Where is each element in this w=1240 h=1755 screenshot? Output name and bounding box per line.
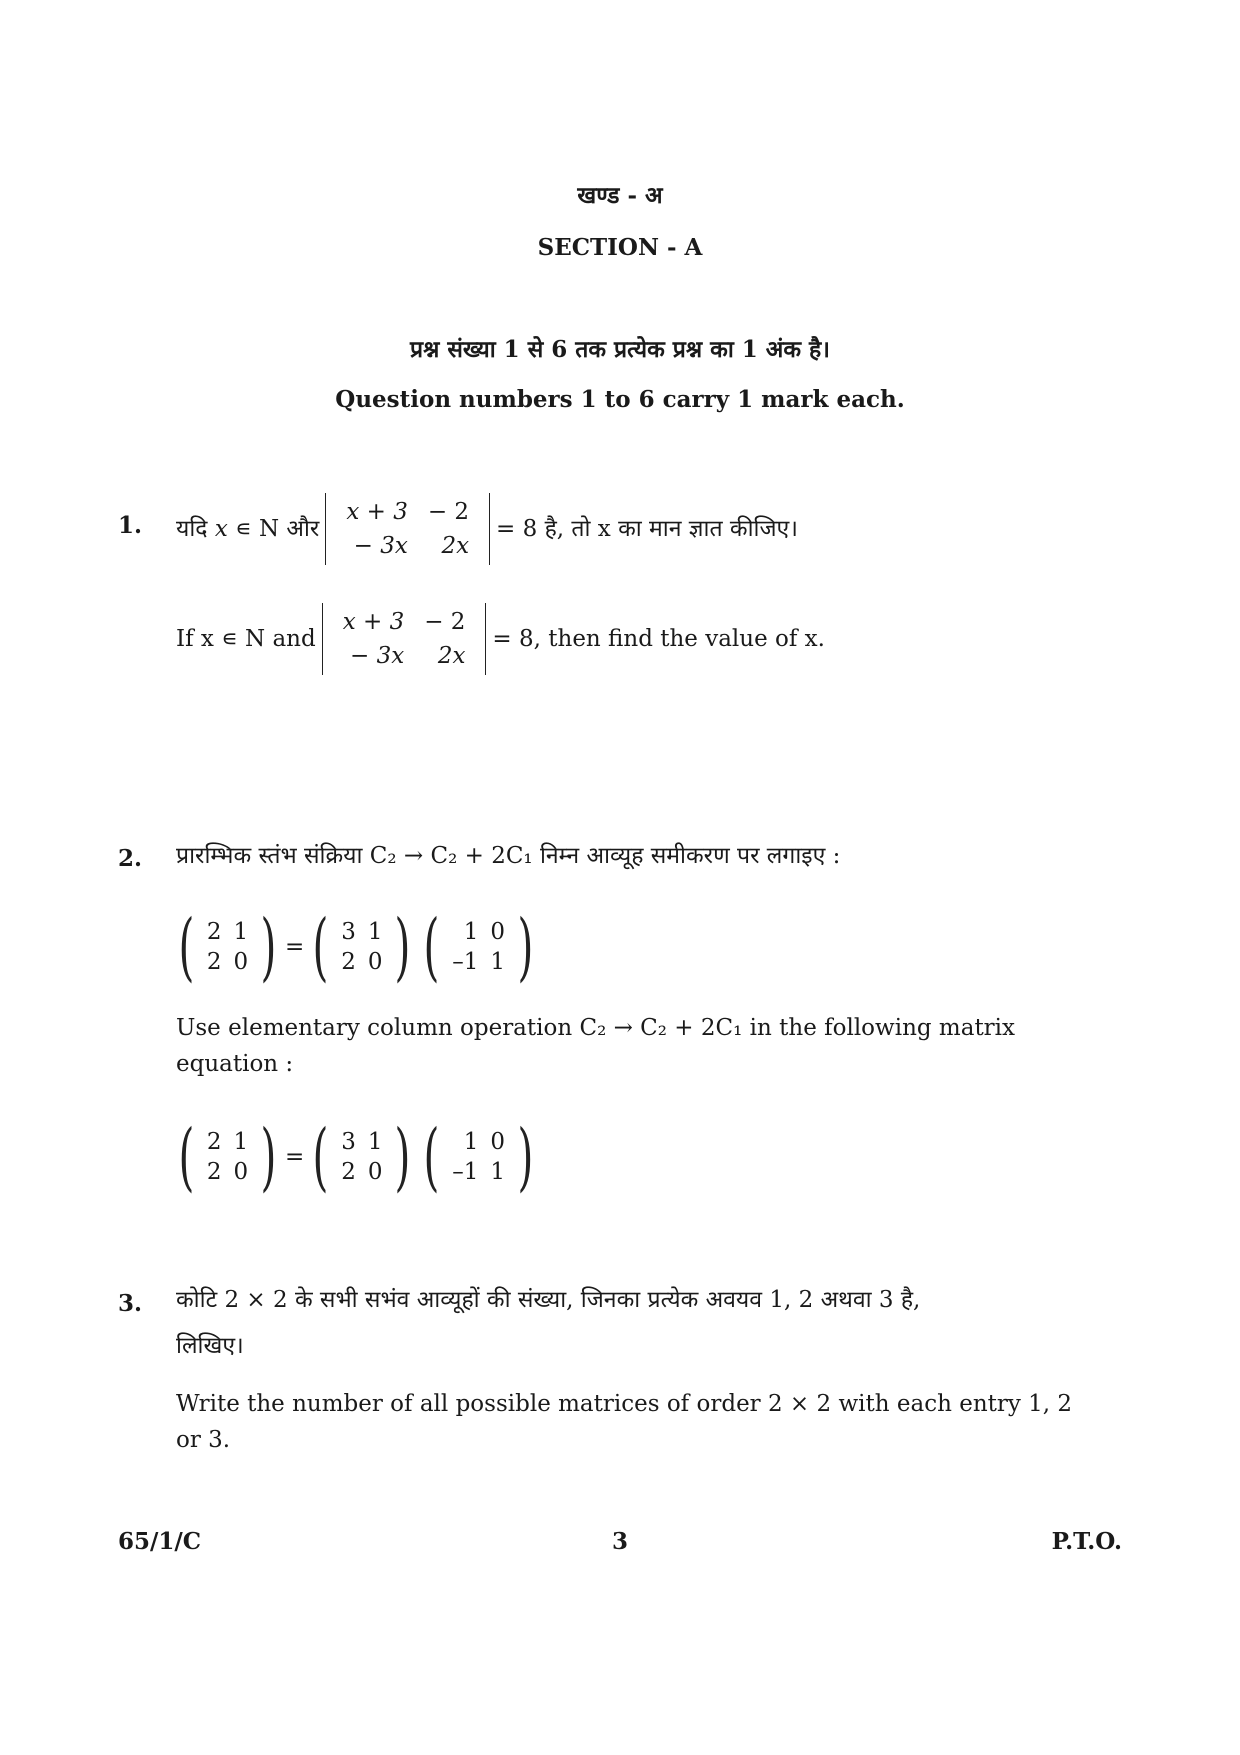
page-number: 3 [611, 1528, 628, 1555]
matrix-cell: 3 [341, 919, 356, 945]
q1-hindi-x: x [214, 516, 228, 542]
section-title-english: SECTION - A [537, 234, 703, 261]
q2-english-line1: Use elementary column operation C₂ → C₂ + 2C₁ in the following matrix [176, 1015, 1016, 1041]
matrix-cell: 2 [341, 1159, 356, 1185]
section-title-hindi: खण्ड - अ [577, 182, 663, 209]
det-cell: − 2 [427, 499, 470, 525]
det-cell: − 2 [424, 609, 466, 635]
instruction-english: Question numbers 1 to 6 carry 1 mark each. [335, 386, 905, 413]
q3-hindi-line1: कोटि 2 × 2 के सभी सभंव आव्यूहों की संख्या, जिनका प्रत्येक अवयव 1, 2 अथवा 3 है, [176, 1287, 921, 1313]
matrix-cell: 0 [490, 1129, 505, 1155]
matrix-cell: 0 [367, 1159, 383, 1185]
matrix-c: ( 1 0 –1 1 ) [423, 1114, 534, 1200]
det-cell: x + 3 [342, 609, 405, 635]
matrix-equation [172, 904, 540, 990]
matrix-cell: –1 [452, 949, 479, 975]
det-cell: − 3x [350, 643, 405, 669]
matrix-cell: 1 [233, 919, 249, 945]
det-cell: − 3x [353, 533, 408, 559]
q1-english [176, 603, 825, 675]
det-cell: x + 3 [346, 499, 408, 525]
matrix-cell: 1 [233, 1129, 249, 1155]
matrix-b: ( 3 1 2 0 ) [312, 904, 411, 990]
matrix-a: ( 2 1 2 0 ) [178, 1114, 277, 1200]
matrix-cell: 2 [206, 1129, 222, 1155]
matrix-cell: 3 [341, 1129, 356, 1155]
question-number: 1. [118, 512, 143, 539]
q3-hindi-line2: लिखिए। [176, 1333, 244, 1359]
matrix-cell: 2 [206, 919, 222, 945]
matrix-cell: 2 [206, 949, 222, 975]
q3-english-line1: Write the number of all possible matrices of order 2 × 2 with each entry 1, 2 [176, 1391, 1073, 1417]
q1-hindi-post: = 8 है, तो x का मान ज्ञात कीजिए। [496, 516, 798, 542]
matrix-cell: 0 [233, 949, 249, 975]
determinant [322, 603, 487, 675]
det-cell: 2x [441, 533, 470, 559]
q1-english-pre: If x ∊ N and [176, 626, 316, 652]
determinant [325, 493, 490, 565]
matrix-cell: 1 [463, 1129, 479, 1155]
q3-english-line2: or 3. [176, 1427, 231, 1453]
q2-english-line2: equation : [176, 1051, 294, 1077]
matrix-cell: –1 [452, 1159, 479, 1185]
matrix-cell: 0 [367, 949, 383, 975]
matrix-equation [172, 1114, 540, 1200]
q1-hindi-in: ∊ N और [235, 516, 320, 542]
det-cell: 2x [437, 643, 466, 669]
question-number: 3. [118, 1290, 143, 1317]
matrix-c: ( 1 0 –1 1 ) [423, 904, 534, 990]
matrix-cell: 1 [463, 919, 479, 945]
equals-sign: = [285, 934, 305, 960]
pto-label: P.T.O. [1051, 1528, 1122, 1555]
instruction-hindi: प्रश्न संख्या 1 से 6 तक प्रत्येक प्रश्न का 1 अंक है। [410, 336, 830, 363]
matrix-cell: 1 [367, 1129, 383, 1155]
matrix-cell: 1 [367, 919, 383, 945]
matrix-cell: 2 [206, 1159, 222, 1185]
matrix-b: ( 3 1 2 0 ) [312, 1114, 411, 1200]
q1-hindi [176, 493, 798, 565]
paper-code: 65/1/C [118, 1528, 202, 1555]
equals-sign: = [285, 1144, 305, 1170]
matrix-cell: 1 [490, 949, 505, 975]
matrix-a: ( 2 1 2 0 ) [178, 904, 277, 990]
q2-hindi: प्रारम्भिक स्तंभ संक्रिया C₂ → C₂ + 2C₁ निम्न आव्यूह समीकरण पर लगाइए : [176, 843, 841, 869]
matrix-cell: 0 [490, 919, 505, 945]
matrix-cell: 2 [341, 949, 356, 975]
matrix-cell: 1 [490, 1159, 505, 1185]
q1-hindi-pre: यदि [176, 516, 208, 542]
question-number: 2. [118, 845, 143, 872]
q1-english-post: = 8, then find the value of x. [492, 626, 825, 652]
matrix-cell: 0 [233, 1159, 249, 1185]
